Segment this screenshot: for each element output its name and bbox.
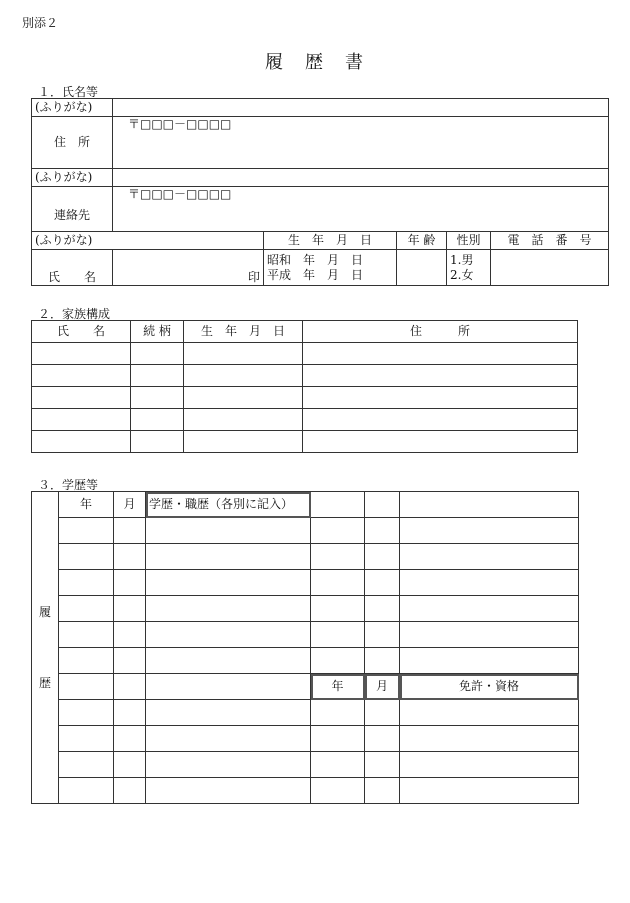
- annex-label: 別添２: [22, 16, 59, 30]
- history-row: [32, 648, 579, 674]
- side-char-2: 歴: [38, 675, 51, 690]
- furigana-field-1[interactable]: [113, 99, 609, 117]
- edu-header-month: 月: [114, 492, 146, 518]
- address-label: 住 所: [32, 117, 113, 169]
- history-row: [32, 726, 579, 752]
- license-header-label: 免許・資格: [400, 674, 579, 700]
- furigana-field-2[interactable]: [113, 169, 609, 187]
- contact-postal: 〒□□□－□□□□: [128, 187, 232, 201]
- family-header-birthdate: 生 年 月 日: [184, 321, 303, 343]
- seal-mark: 印: [247, 270, 260, 284]
- section-1-heading: １．氏名等: [38, 85, 99, 99]
- sex-option-male: 1.男: [450, 252, 474, 267]
- history-row: [32, 622, 579, 648]
- history-row: [32, 570, 579, 596]
- furigana-label-3: (ふりがな): [32, 232, 264, 250]
- age-header: 年 齢: [397, 232, 447, 250]
- family-header-address: 住 所: [303, 321, 578, 343]
- family-row: [32, 409, 578, 431]
- contact-field[interactable]: [113, 187, 609, 232]
- phone-header: 電 話 番 号: [491, 232, 609, 250]
- history-side-label: [32, 492, 59, 804]
- family-header-name: 氏 名: [32, 321, 131, 343]
- birthdate-header: 生 年 月 日: [264, 232, 397, 250]
- family-row: [32, 343, 578, 365]
- license-header-year: 年: [311, 674, 365, 700]
- history-row: [32, 700, 579, 726]
- furigana-label-1: (ふりがな): [32, 99, 113, 117]
- address-field[interactable]: [113, 117, 609, 169]
- phone-field[interactable]: [491, 250, 609, 286]
- sex-header: 性別: [447, 232, 491, 250]
- family-row: [32, 365, 578, 387]
- page-title: 履 歴 書: [265, 52, 365, 73]
- history-row: [32, 778, 579, 804]
- name-field[interactable]: [113, 250, 264, 286]
- sex-field[interactable]: [447, 250, 491, 286]
- address-postal: 〒□□□－□□□□: [128, 117, 232, 131]
- family-header-relation: 続 柄: [131, 321, 184, 343]
- history-table: [31, 491, 579, 804]
- family-row: [32, 387, 578, 409]
- name-label: 氏 名: [32, 250, 113, 286]
- era-showa: 昭和 年 月 日: [267, 252, 364, 267]
- history-row: [32, 752, 579, 778]
- section-3-heading: ３．学歴等: [38, 478, 99, 492]
- history-row: [32, 544, 579, 570]
- edu-header-year: 年: [59, 492, 114, 518]
- personal-info-table: [31, 98, 609, 286]
- section-2-heading: ２．家族構成: [38, 307, 111, 321]
- age-field[interactable]: [397, 250, 447, 286]
- furigana-label-2: (ふりがな): [32, 169, 113, 187]
- family-table: [31, 320, 578, 453]
- edu-header-label: 学歴・職歴（各別に記入）: [146, 492, 311, 518]
- history-row: [32, 518, 579, 544]
- side-char-1: 履: [38, 604, 51, 619]
- birthdate-field[interactable]: [264, 250, 397, 286]
- license-header-month: 月: [365, 674, 400, 700]
- contact-label: 連絡先: [32, 187, 113, 232]
- sex-option-female: 2.女: [450, 267, 474, 282]
- era-heisei: 平成 年 月 日: [267, 267, 364, 282]
- history-row: [32, 596, 579, 622]
- family-row: [32, 431, 578, 453]
- history-row: [32, 674, 579, 700]
